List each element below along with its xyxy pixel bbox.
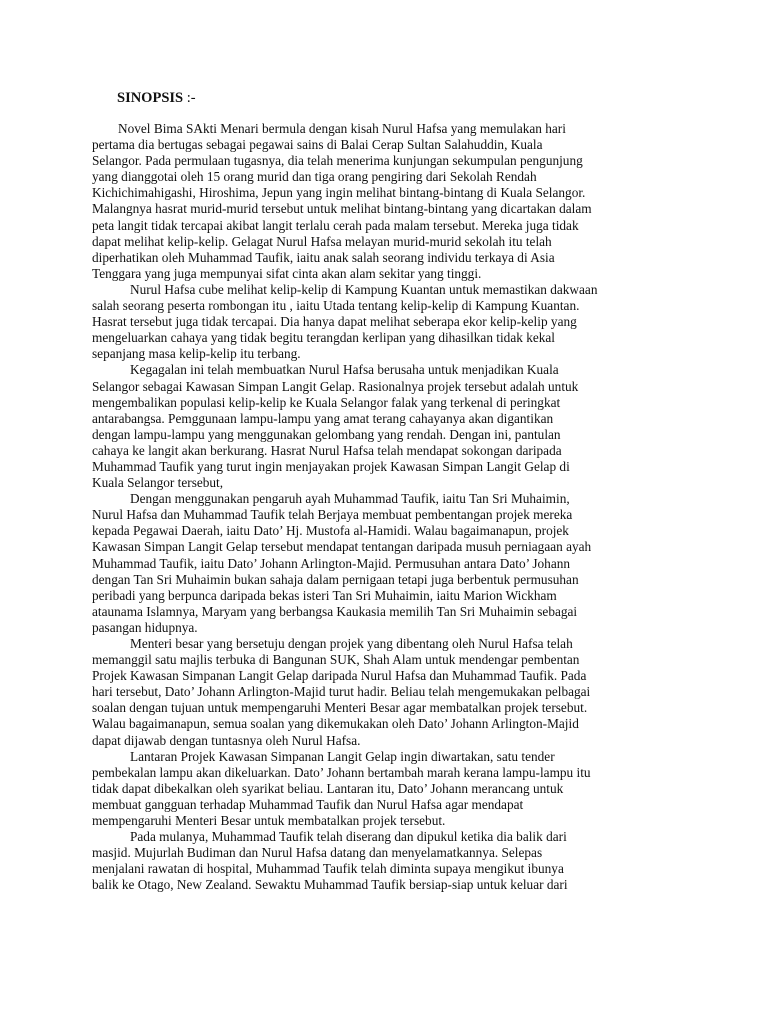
paragraph-line: masjid. Mujurlah Budiman dan Nurul Hafsa datang dan menyelamatkannya. Selepas [92,845,543,861]
paragraph-line: Kuala Selangor tersebut, [92,475,224,491]
paragraph-line: Kichichimahigashi, Hiroshima, Jepun yang ingin melihat bintang-bintang di Kuala Selangor. [92,185,586,201]
paragraph [92,362,692,491]
title-suffix: :- [183,90,196,106]
paragraph-line: Dengan menggunakan pengaruh ayah Muhammad Taufik, iaitu Tan Sri Muhaimin, [130,491,570,507]
paragraph-line: dapat dijawab dengan tuntasnya oleh Nurul Hafsa. [92,732,361,748]
paragraph-line: Selangor. Pada permulaan tugasnya, dia telah menerima kunjungan sekumpulan pengunjung [92,153,583,169]
paragraph-line: dengan lampu-lampu yang menggunakan gelombang yang rendah. Dengan ini, pantulan [92,426,561,442]
paragraph [92,749,692,829]
paragraph-line: pasangan hidupnya. [92,619,198,635]
paragraph-line: mengeluarkan cahaya yang tidak begitu terangdan kerlipan yang dihasilkan tidak kekal [92,330,556,346]
paragraph-line: cahaya ke langit akan berkurang. Hasrat Nurul Hafsa telah mendapat sokongan daripada [92,442,562,458]
paragraph-line: pertama dia bertugas sebagai pegawai sains di Balai Cerap Sultan Salahuddin, Kuala [92,137,543,153]
paragraph-line: Pada mulanya, Muhammad Taufik telah diserang dan dipukul ketika dia balik dari [130,829,567,845]
paragraph [92,121,692,282]
paragraph-line: Kawasan Simpan Langit Gelap tersebut mendapat tentangan daripada musuh perniagaan ayah [92,539,592,555]
paragraph-line: Muhammad Taufik, iaitu Dato’ Johann Arlington-Majid. Permusuhan antara Dato’ Johann [92,555,571,571]
paragraph-line: Malangnya hasrat murid-murid tersebut untuk melihat bintang-bintang yang dicartakan dalam [92,201,592,217]
paragraph-line: peta langit tidak tercapai akibat langit terlalu cerah pada malam tersebut. Mereka juga tidak [92,217,579,233]
paragraph-line: sepanjang masa kelip-kelip itu terbang. [92,346,301,362]
paragraph [92,282,692,362]
paragraph-line: ataunama Islamnya, Maryam yang berbangsa Kaukasia memilih Tan Sri Muhaimin sebagai [92,603,578,619]
paragraph-line: kepada Pegawai Daerah, iaitu Dato’ Hj. Mustofa al-Hamidi. Walau bagaimanapun, projek [92,523,569,539]
paragraph-line: hari tersebut, Dato’ Johann Arlington-Majid turut hadir. Beliau telah mengemukakan pelbagai [92,684,591,700]
paragraph-line: antarabangsa. Pemggunaan lampu-lampu yang amat terang cahayanya akan digantikan [92,410,554,426]
paragraph-line: Hasrat tersebut juga tidak tercapai. Dia hanya dapat melihat seberapa ekor kelip-kelip yang [92,314,577,330]
paragraph-line: peribadi yang berpunca daripada bekas isteri Tan Sri Muhaimin, iaitu Marion Wickham [92,587,557,603]
paragraph-line: Selangor sebagai Kawasan Simpan Langit Gelap. Rasionalnya projek tersebut adalah untuk [92,378,579,394]
paragraph-line: Menteri besar yang bersetuju dengan projek yang dibentang oleh Nurul Hafsa telah [130,636,573,651]
paragraph-line: Projek Kawasan Simpanan Langit Gelap daripada Nurul Hafsa dan Muhammad Taufik. Pada [92,668,587,684]
paragraph-line: Nurul Hafsa dan Muhammad Taufik telah Berjaya membuat pembentangan projek mereka [92,507,573,523]
paragraph-line: Muhammad Taufik yang turut ingin menjayakan projek Kawasan Simpan Langit Gelap di [92,458,570,474]
paragraph [92,829,692,893]
paragraph-line: Kegagalan ini telah membuatkan Nurul Hafsa berusaha untuk menjadikan Kuala [130,362,559,378]
paragraph-line: dengan Tan Sri Muhaimin bukan sahaja dalam pernigaan tetapi juga berbentuk permusuhan [92,571,579,587]
paragraph-line: yang dianggotai oleh 15 orang murid dan tiga orang pengiring dari Sekolah Rendah [92,169,537,185]
paragraph-line: tidak dapat dibekalkan oleh syarikat beliau. Lantaran itu, Dato’ Johann merancang untuk [92,780,564,796]
paragraph-line: menjalani rawatan di hospital, Muhammad Taufik telah diminta supaya mengikut ibunya [92,861,564,877]
paragraph-line: Walau bagaimanapun, semua soalan yang dikemukakan oleh Dato’ Johann Arlington-Majid [92,716,579,732]
paragraph-line: salah seorang peserta rombongan itu , iaitu Utada tentang kelip-kelip di Kampung Kuantan. [92,298,580,314]
paragraph-line: balik ke Otago, New Zealand. Sewaktu Muhammad Taufik bersiap-siap untuk keluar dari [92,877,568,893]
paragraph-line: Tenggara yang juga mempunyai sifat cinta akan alam sekitar yang tinggi. [92,265,482,281]
paragraph-line: memanggil satu majlis terbuka di Bangunan SUK, Shah Alam untuk mendengar pembentan [92,652,580,668]
document-body [92,121,692,894]
paragraph-line: pembekalan lampu akan dikeluarkan. Dato’ Johann bertambah marah kerana lampu-lampu itu [92,764,591,780]
title-heading: SINOPSIS [117,90,184,106]
paragraph [92,491,692,636]
paragraph-line: diperhatikan oleh Muhammad Taufik, iaitu anak salah seorang individu terkaya di Asia [92,249,555,265]
paragraph-line: Novel Bima SAkti Menari bermula dengan kisah Nurul Hafsa yang memulakan hari [118,121,566,136]
paragraph [92,636,692,749]
paragraph-line: Nurul Hafsa cube melihat kelip-kelip di Kampung Kuantan untuk memastikan dakwaan [130,281,598,297]
paragraph-line: dapat melihat kelip-kelip. Gelagat Nurul Hafsa melayan murid-murid sekolah itu telah [92,233,552,249]
paragraph-line: soalan dengan tujuan untuk mempengaruhi Menteri Besar agar membatalkan projek tersebut. [92,700,588,716]
document-title [117,89,196,107]
paragraph-line: membuat gangguan terhadap Muhammad Taufik dan Nurul Hafsa agar mendapat [92,796,524,812]
paragraph-line: mengembalikan populasi kelip-kelip ke Kuala Selangor falak yang terkenal di peringkat [92,394,561,410]
paragraph-line: mempengaruhi Menteri Besar untuk membatalkan projek tersebut. [92,813,446,829]
paragraph-line: Lantaran Projek Kawasan Simpanan Langit Gelap ingin diwartakan, satu tender [130,748,555,764]
